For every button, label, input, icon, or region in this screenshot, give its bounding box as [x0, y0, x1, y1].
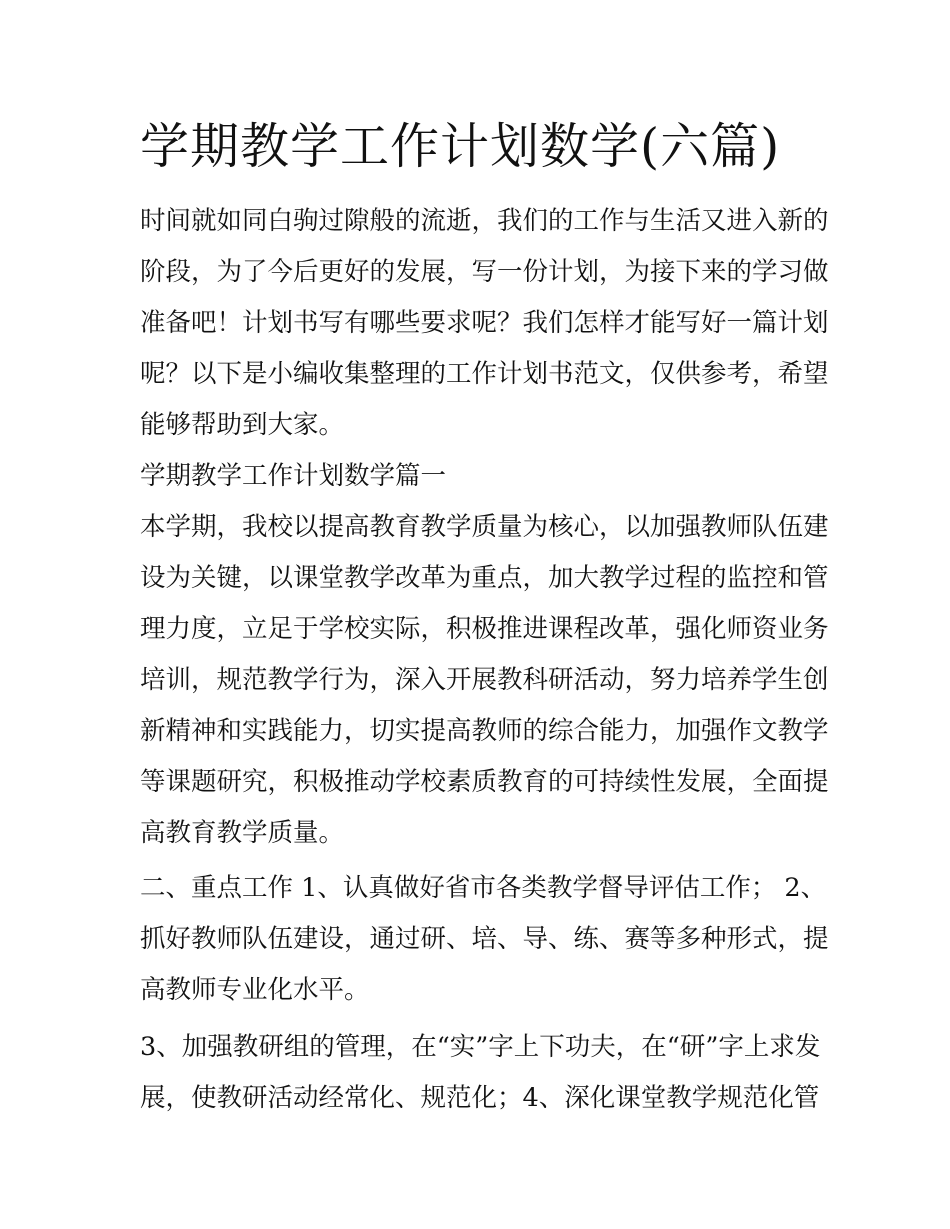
- paragraph-line: 二、重点工作 1、认真做好省市各类教学督导评估工作； 2、: [140, 873, 827, 903]
- intro-paragraph: [140, 196, 829, 451]
- paragraph-line: 本学期，我校以提高教育教学质量为核心，以加强教师队伍建: [140, 512, 829, 542]
- paragraph-line: 等课题研究，积极推动学校素质教育的可持续性发展，全面提: [140, 767, 829, 797]
- intro-line: 准备吧！计划书写有哪些要求呢？我们怎样才能写好一篇计划: [140, 308, 829, 338]
- intro-line: 阶段，为了今后更好的发展，写一份计划，为接下来的学习做: [140, 257, 829, 287]
- paragraph-1: [140, 502, 829, 859]
- paragraph-line: 抓好教师队伍建设，通过研、培、导、练、赛等多种形式，提: [140, 924, 829, 954]
- intro-line: 能够帮助到大家。: [140, 410, 345, 440]
- section-heading: [140, 451, 815, 502]
- paragraph-line: 展，使教研活动经常化、规范化；4、深化课堂教学规范化管: [140, 1083, 820, 1113]
- paragraph-line: 新精神和实践能力，切实提高教师的综合能力，加强作文教学: [140, 716, 829, 746]
- paragraph-line: 设为关键，以课堂教学改革为重点，加大教学过程的监控和管: [140, 563, 829, 593]
- paragraph-line: 高教育教学质量。: [140, 818, 345, 848]
- paragraph-line: 理力度，立足于学校实际，积极推进课程改革，强化师资业务: [140, 614, 829, 644]
- paragraph-3: [140, 1022, 821, 1124]
- intro-line: 呢？以下是小编收集整理的工作计划书范文，仅供参考，希望: [140, 359, 829, 389]
- section-heading-text: 学期教学工作计划数学篇一: [140, 461, 447, 491]
- intro-line: 时间就如同白驹过隙般的流逝，我们的工作与生活又进入新的: [140, 206, 829, 236]
- paragraph-line: 培训，规范教学行为，深入开展教科研活动，努力培养学生创: [140, 665, 829, 695]
- document-body: [140, 196, 829, 1124]
- paragraph-line: 高教师专业化水平。: [140, 975, 370, 1005]
- paragraph-2: [140, 863, 829, 1016]
- document-title: 学期教学工作计划数学(六篇): [140, 118, 781, 175]
- paragraph-line: 3、加强教研组的管理，在“实”字上下功夫，在“研”字上求发: [140, 1032, 821, 1062]
